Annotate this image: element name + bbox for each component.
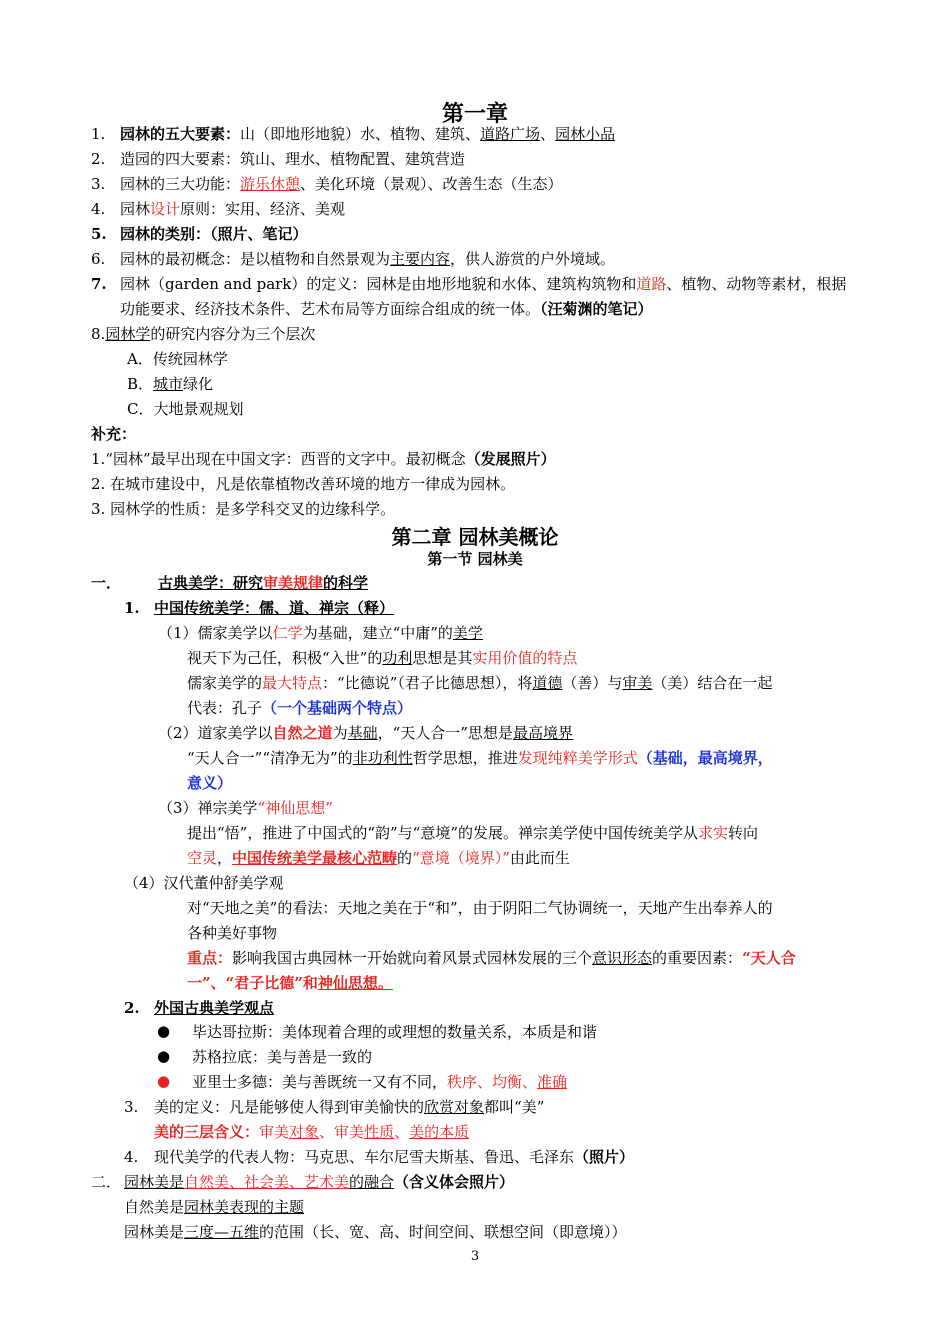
dongzhongshu-line1: 对“天地之美”的看法：天地之美在于“和”，由于阴阳二气协调统一，天地产生出奉养人的 bbox=[187, 899, 773, 917]
bullet-aristotle: 亚里士多德：美与善既统一又有不同，秩序、均衡、准确 bbox=[192, 1073, 568, 1091]
ch2-n3-number: 3. bbox=[124, 1098, 139, 1116]
ch1-item1-number: 1. bbox=[91, 125, 106, 143]
ch2-n2-number: 2. bbox=[124, 999, 140, 1017]
taoist-line1: （2）道家美学以自然之道为基础，“天人合一”思想是最高境界 bbox=[158, 724, 573, 742]
confucian-line4: 代表：孔子（一个基础两个特点） bbox=[187, 699, 413, 717]
ch2-part2-number: 二． bbox=[91, 1173, 122, 1191]
ch1-item5: 园林的类别：（照片、笔记） bbox=[120, 225, 308, 243]
ch1-item8-b: B．城市绿化 bbox=[127, 375, 214, 393]
ch2-n1-heading: 中国传统美学：儒、道、禅宗（释） bbox=[154, 599, 395, 617]
dongzhongshu-heading: （4）汉代董仲舒美学观 bbox=[124, 874, 284, 892]
ch1-item6-number: 6. bbox=[91, 250, 106, 268]
taoist-line2: “天人合一”“清净无为”的非功利性哲学思想，推进发现纯粹美学形式（基础，最高境界， bbox=[187, 749, 773, 767]
ch1-item2-number: 2. bbox=[91, 150, 106, 168]
keypoint-line2: 一”、“君子比德”和神仙思想。 bbox=[187, 974, 393, 992]
ch1-item3-number: 3. bbox=[91, 175, 106, 193]
ch1-supplement-2: 2. 在城市建设中，凡是依靠植物改善环境的地方一律成为园林。 bbox=[91, 475, 516, 493]
ch1-item7-line1: 园林（garden and park）的定义：园林是由地形地貌和水体、建筑构筑物和道路、植物、动物等素材，根据 bbox=[120, 275, 847, 293]
ch1-item6: 园林的最初概念：是以植物和自然景观为主要内容，供人游赏的户外境域。 bbox=[120, 250, 616, 268]
ch2-part1-heading: 古典美学：研究审美规律的科学 bbox=[158, 574, 369, 592]
confucian-line2: 视天下为己任，积极“入世”的功利思想是其实用价值的特点 bbox=[187, 649, 578, 667]
taoist-line3: 意义） bbox=[187, 774, 233, 792]
ch2-part1-number: 一． bbox=[91, 574, 122, 592]
ch1-item2: 造园的四大要素：筑山、理水、植物配置、建筑营造 bbox=[120, 150, 466, 168]
ch1-item8-a: A．传统园林学 bbox=[127, 350, 228, 368]
ch1-item8: 8.园林学的研究内容分为三个层次 bbox=[91, 325, 316, 343]
confucian-line3: 儒家美学的最大特点：“比德说”（君子比德思想），将道德（善）与审美（美）结合在一起 bbox=[187, 674, 773, 692]
confucian-line1: （1）儒家美学以仁学为基础，建立“中庸”的美学 bbox=[158, 624, 483, 642]
ch2-n2-heading: 外国古典美学观点 bbox=[154, 999, 275, 1017]
bullet-icon: ● bbox=[157, 1072, 171, 1090]
ch2-n1-number: 1. bbox=[124, 599, 140, 617]
keypoint-line1: 重点：影响我国古典园林一开始就向着风景式园林发展的三个意识形态的重要因素：“天人合 bbox=[187, 949, 796, 967]
natural-beauty-line: 自然美是园林美表现的主题 bbox=[124, 1198, 305, 1216]
ch2-n4-number: 4. bbox=[124, 1148, 139, 1166]
beauty-definition: 美的定义：凡是能够使人得到审美愉快的欣赏对象都叫“美” bbox=[154, 1098, 545, 1116]
dongzhongshu-line2: 各种美好事物 bbox=[187, 924, 278, 942]
ch2-part2-heading: 园林美是自然美、社会美、艺术美的融合（含义体会照片） bbox=[124, 1173, 515, 1191]
ch1-item4: 园林设计原则：实用、经济、美观 bbox=[120, 200, 346, 218]
bullet-icon: ● bbox=[157, 1047, 171, 1065]
modern-aesthetics: 现代美学的代表人物：马克思、车尔尼雪夫斯基、鲁迅、毛泽东（照片） bbox=[154, 1148, 635, 1166]
ch1-item3: 园林的三大功能：游乐休憩、美化环境（景观）、改善生态（生态） bbox=[120, 175, 563, 193]
ch1-item8-c: C．大地景观规划 bbox=[127, 400, 244, 418]
ch1-supplement-3: 3. 园林学的性质：是多学科交叉的边缘科学。 bbox=[91, 500, 396, 518]
garden-beauty-scope: 园林美是三度—五维的范围（长、宽、高、时间空间、联想空间（即意境）） bbox=[124, 1223, 627, 1241]
ch1-item5-number: 5. bbox=[91, 225, 107, 243]
bullet-pythagoras: 毕达哥拉斯：美体现着合理的或理想的数量关系，本质是和谐 bbox=[192, 1023, 598, 1041]
page-number: 3 bbox=[470, 1249, 480, 1264]
chapter1-title: 第一章 bbox=[441, 101, 508, 127]
ch1-supplement-heading: 补充： bbox=[91, 425, 137, 443]
ch1-supplement-1: 1.“园林”最早出现在中国文字：西晋的文字中。最初概念（发展照片） bbox=[91, 450, 556, 468]
ch1-item7-number: 7. bbox=[91, 275, 107, 293]
zen-line3: 空灵，中国传统美学最核心范畴的“意境（境界）”由此而生 bbox=[187, 849, 570, 867]
ch1-item1: 园林的五大要素：山（即地形地貌）水、植物、建筑、道路广场、园林小品 bbox=[120, 125, 616, 143]
zen-line2: 提出“悟”，推进了中国式的“韵”与“意境”的发展。禅宗美学使中国传统美学从求实转向 bbox=[187, 824, 759, 842]
ch1-item7-line2: 功能要求、经济技术条件、艺术布局等方面综合组成的统一体。（汪菊渊的笔记） bbox=[120, 300, 653, 318]
chapter2-title: 第二章 园林美概论 bbox=[391, 525, 559, 549]
ch1-item4-number: 4. bbox=[91, 200, 106, 218]
beauty-three-meanings: 美的三层含义：审美对象、审美性质、美的本质 bbox=[154, 1123, 470, 1141]
bullet-icon: ● bbox=[157, 1022, 171, 1040]
bullet-socrates: 苏格拉底：美与善是一致的 bbox=[192, 1048, 373, 1066]
zen-line1: （3）禅宗美学“神仙思想” bbox=[158, 799, 333, 817]
section-title: 第一节 园林美 bbox=[427, 550, 523, 568]
